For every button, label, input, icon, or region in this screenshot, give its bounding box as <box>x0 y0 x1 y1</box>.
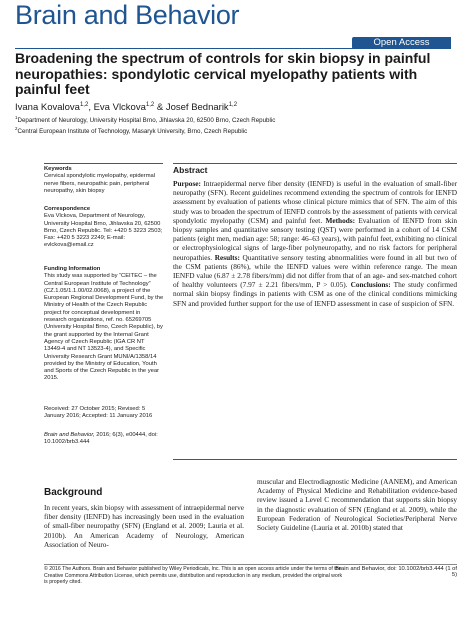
author-affil-sup: 1,2 <box>79 102 89 108</box>
correspondence-heading: Correspondence <box>44 206 91 212</box>
abstract-heading: Abstract <box>173 165 208 175</box>
author-name: Ivana Kovalova <box>15 102 80 114</box>
header-rule <box>15 48 451 49</box>
citation-journal: Brain and Behavior, <box>44 432 95 438</box>
author-separator: & <box>154 102 166 114</box>
abstract-text <box>173 179 457 308</box>
affiliation-text: Department of Neurology, University Hospital Brno, Jihlavska 20, 62500 Brno, Czech Republic <box>17 117 276 125</box>
article-title: Broadening the spectrum of controls for skin biopsy in painful neuropathies: spondylotic cervical myelopathy patients with painful feet <box>15 50 431 97</box>
license-text: © 2016 The Authors. Brain and Behavior published by Wiley Periodicals, Inc. This is an open access article under the terms of the Creative Commons Attribution License, which permits use, distribution and reproduction in any medium, provided the original work is properly cited. <box>44 566 343 585</box>
author-list <box>15 102 237 113</box>
author-separator: , <box>88 102 94 114</box>
open-access-badge: Open Access <box>352 37 451 49</box>
affiliation-sup: 2 <box>15 126 18 132</box>
citation-details: 2016; 6(3), e00444, doi: 10.1002/brb3.444 <box>44 432 158 446</box>
purpose-text: Intraepidermal nerve fiber density (IENFD) is useful in the evaluation of small-fiber neuropathy (SFN). Recent guidelines recommend extending the spectrum of controls for IENFD assessment by evaluation of patients whose clinical picture mimics that of SFN. The aim of this study was to broaden the spectrum of IENFD controls by the assessment of patients with cervical spondylotic myelopathy (CSM) and painful feet. <box>173 179 457 225</box>
citation <box>44 432 164 447</box>
received-dates: Received: 27 October 2015; Revised: 5 January 2016; Accepted: 11 January 2016 <box>44 406 153 420</box>
keywords-text: Cervical spondylotic myelopathy, epidermal nerve fibers, neuropathic pain, peripheral neuropathy, skin biopsy <box>44 173 156 194</box>
author-affil-sup: 1,2 <box>145 102 155 108</box>
body-column-left: In recent years, skin biopsy with assessment of intraepidermal nerve fiber density (IENFD) has increasingly been used in the evaluation of small-fiber neuropathy (SFN) (England et al. 2009; Lauria et al. 2010b). An American Academy of Neurology, American Association of Neuro- <box>44 503 244 549</box>
results-text: Quantitative sensory testing abnormalities were found in all but two of the CSM patients (86%), while the IENFD values were within reference range. The mean IENFD value (6.87 ± 2.78 fibers/mm) did not differ from that of an age- and sex-matched cohort of healthy volunteers (7.97 ± 2.21 fibers/mm, P > 0.05). <box>173 252 457 290</box>
purpose-label: Purpose: <box>173 179 201 188</box>
funding-heading: Funding Information <box>44 266 101 272</box>
abstract-rule-bottom <box>173 459 457 460</box>
page-reference: Brain and Behavior, doi: 10.1002/brb3.444 (1 of 5) <box>335 566 457 578</box>
funding-text: This study was supported by “CEITEC – the Central European Institute of Technology” (CZ.1.05/1.1.00/02.0068), a project of the European Regional Development Fund, by the Ministry of Health of the Czech Republic project for conceptual development in research organizations, ref. no. 65269705 (University Hospital Brno, Czech Republic), by the grant supported by the Internal Grant Agency of Czech Republic (IGA CR NT 13449-4 and NT 13523-4), and Specific University Research Grant MUNI/A/1358/14 provided by the Ministry of Education, Youth and Sports of the Czech Republic in the year 2015. <box>44 273 164 382</box>
affiliation <box>15 114 455 125</box>
author-affil-sup: 1,2 <box>228 102 238 108</box>
author-name: Eva Vlckova <box>93 102 146 114</box>
methods-label: Methods: <box>325 215 356 225</box>
affiliation <box>15 125 455 136</box>
sidebar-rule <box>44 163 163 164</box>
conclusions-label: Conclusions: <box>350 280 391 290</box>
abstract-rule-top <box>173 163 457 164</box>
results-label: Results: <box>214 252 240 262</box>
funding-block <box>44 266 164 383</box>
keywords-heading: Keywords <box>44 166 72 172</box>
background-heading: Background <box>44 487 103 498</box>
author-name: Josef Bednarik <box>165 102 229 114</box>
correspondence-block <box>44 206 164 250</box>
affiliation-text: Central European Institute of Technology, Masaryk University, Brno, Czech Republic <box>17 128 248 136</box>
body-column-right: muscular and Electrodiagnostic Medicine (AANEM), and American Academy of Physical Medicine and Rehabilitation evidence-based review issued a Level C recommendation that supports skin biopsy in the diagnostic evaluation of SFN (England et al. 2009), while the European Federation of Neurological Societies/Peripheral Nerve Society Guideline (Lauria et al. 2010b) stated that <box>257 477 457 533</box>
conclusions-text: The study confirmed normal skin biopsy findings in patients with CSM as one of the clinical conditions mimicking SFN and provided further support for the use of IENFD assessment in case of suspicion of SFN. <box>173 280 457 308</box>
footer-rule <box>44 564 457 565</box>
methods-text: Evaluation of IENFD from skin biopsy samples and quantitative sensory testing (QST) were performed in a cohort of 14 CSM patients (eight men, median age: 58; range: 46–63 years), with painful feet, exhibiting no clinical or electrophysiological signs of large-fiber polyneuropathy, and no risk factors for peripheral neuropathies. <box>173 215 457 262</box>
journal-title: Brain and Behavior <box>15 0 240 30</box>
correspondence-text: Eva Vlckova, Department of Neurology, University Hospital Brno, Jihlavska 20, 62500 Brno, Czech Republic. Tel: +420 5 3223 2503; Fax: +420 5 3223 2249; E-mail: evlckova@email.cz <box>44 213 163 249</box>
affiliations <box>15 114 455 136</box>
keywords-block <box>44 166 164 195</box>
affiliation-sup: 1 <box>15 115 18 120</box>
